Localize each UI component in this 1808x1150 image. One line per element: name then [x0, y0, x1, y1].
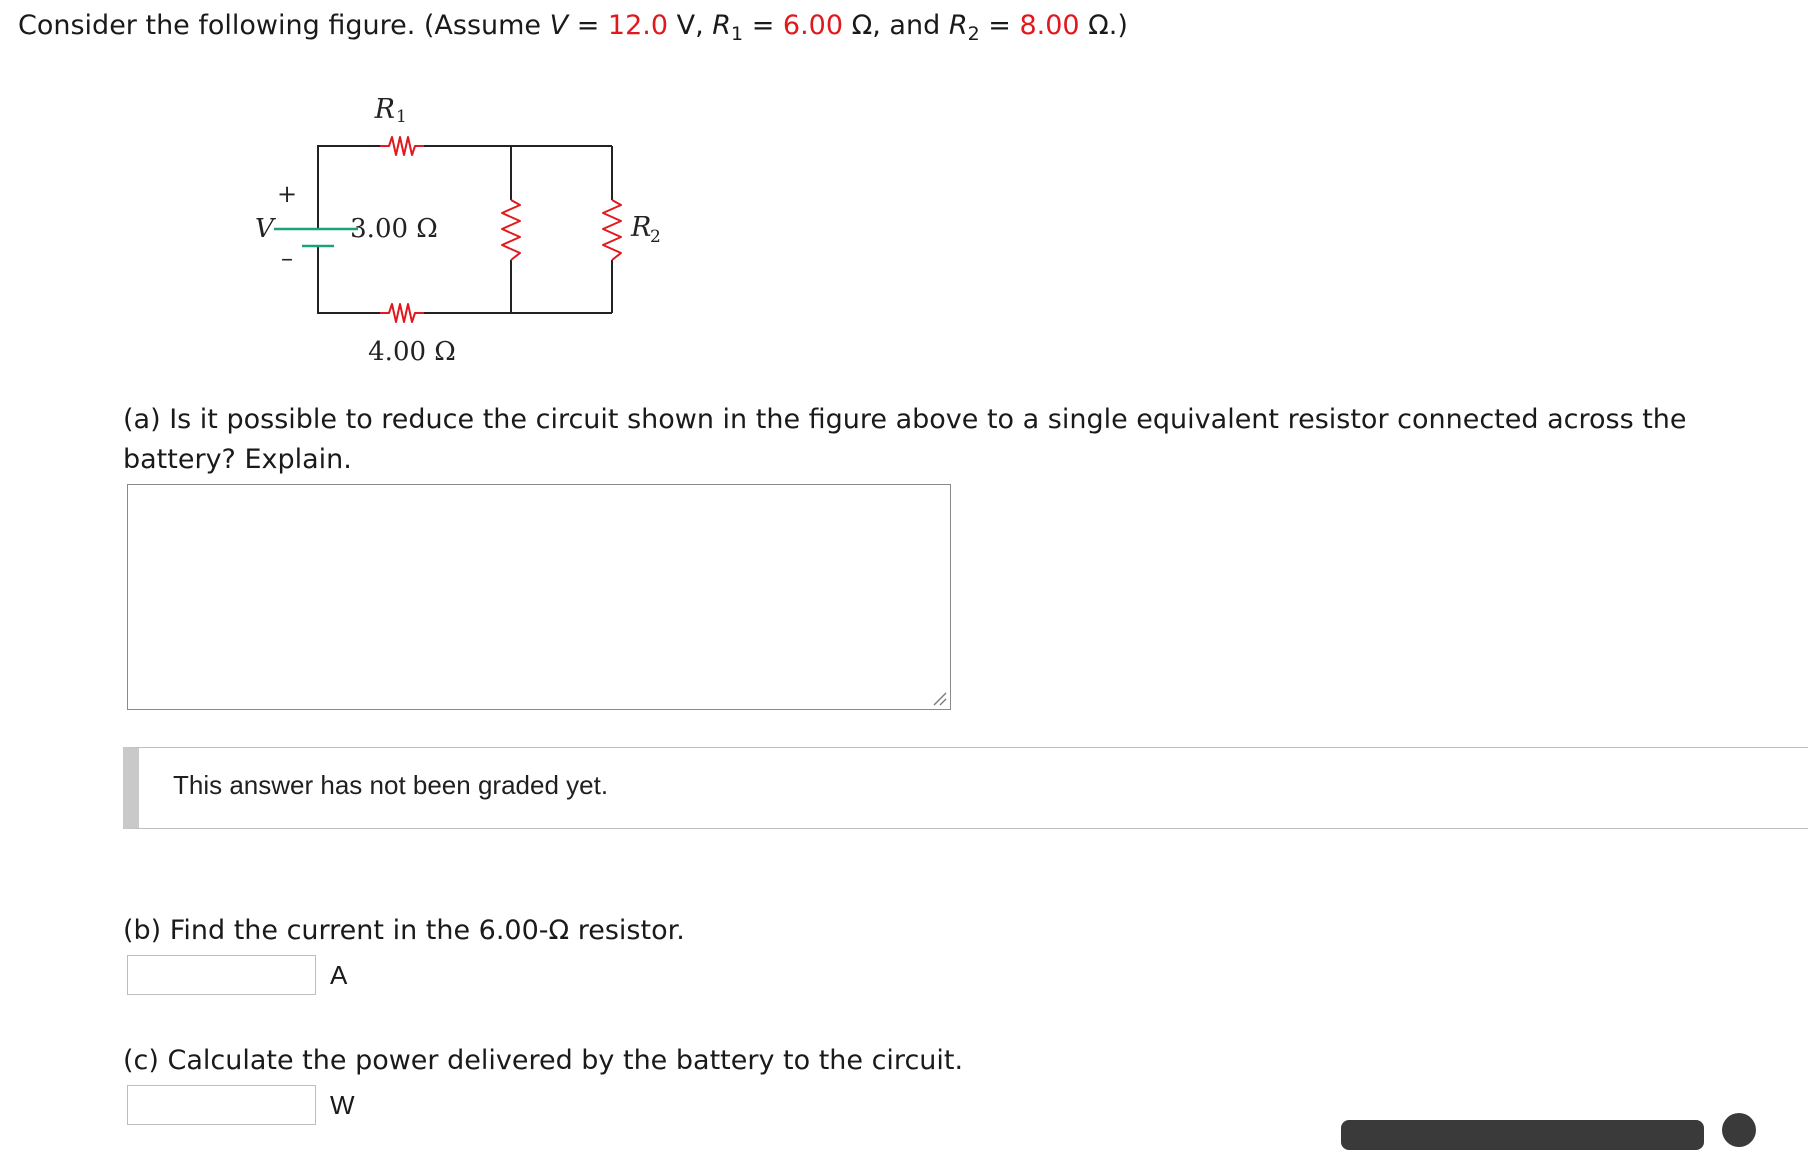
resistor-r1-zigzag: [380, 137, 424, 155]
battery-voltage-label: V: [255, 214, 274, 244]
answer-b-unit: A: [330, 960, 348, 990]
resize-handle-icon[interactable]: [932, 691, 948, 707]
resistor-3ohm-zigzag: [502, 200, 520, 260]
r1-figure-label: R: [374, 94, 395, 125]
answer-a-textarea[interactable]: [127, 484, 951, 710]
r2-figure-subscript: 2: [650, 227, 661, 247]
grading-status-text: This answer has not been graded yet.: [173, 770, 609, 800]
battery-plus-sign: +: [276, 180, 298, 208]
answer-c-input[interactable]: [127, 1085, 316, 1125]
r1-symbol: R: [712, 10, 732, 41]
answer-b-input[interactable]: [127, 955, 316, 995]
voltage-value: 12.0: [607, 10, 669, 41]
r1-figure-subscript: 1: [396, 107, 407, 127]
r2-subscript: 2: [967, 23, 980, 45]
r2-value: 8.00: [1019, 10, 1080, 41]
r2-unit: Ω.): [1079, 10, 1128, 41]
resistor-r2-zigzag: [603, 200, 621, 260]
voltage-unit: V,: [668, 10, 713, 41]
r1-unit: Ω, and: [843, 10, 949, 41]
question-c-text: (c) Calculate the power delivered by the battery to the circuit.: [123, 1045, 964, 1076]
resistor-4ohm-zigzag: [380, 304, 424, 322]
question-a-text: (a) Is it possible to reduce the circuit shown in the figure above to a single equivalent resistor connected across the battery? Explain.: [123, 404, 1687, 475]
r1-value: 6.00: [782, 10, 844, 41]
problem-statement: [18, 10, 1128, 45]
question-b-text: (b) Find the current in the 6.00-Ω resistor.: [123, 915, 685, 946]
intro-lead: Consider the following figure. (Assume: [18, 10, 550, 41]
circuit-diagram: [230, 85, 670, 380]
equals-sign: =: [568, 10, 608, 41]
resistor-3ohm-label: 3.00 Ω: [350, 214, 438, 244]
equals-sign: =: [743, 10, 783, 41]
equals-sign: =: [979, 10, 1020, 41]
toolbar-round-button[interactable]: [1722, 1113, 1756, 1147]
answer-c-unit: W: [330, 1090, 355, 1120]
voltage-symbol: V: [549, 10, 569, 41]
r2-figure-label: R: [631, 212, 652, 243]
grading-status-box: [123, 747, 1808, 829]
r1-subscript: 1: [731, 23, 744, 45]
r2-symbol: R: [948, 10, 968, 41]
bottom-toolbar[interactable]: [1341, 1120, 1704, 1150]
battery-minus-sign: –: [281, 244, 293, 272]
resistor-4ohm-label: 4.00 Ω: [368, 337, 456, 367]
